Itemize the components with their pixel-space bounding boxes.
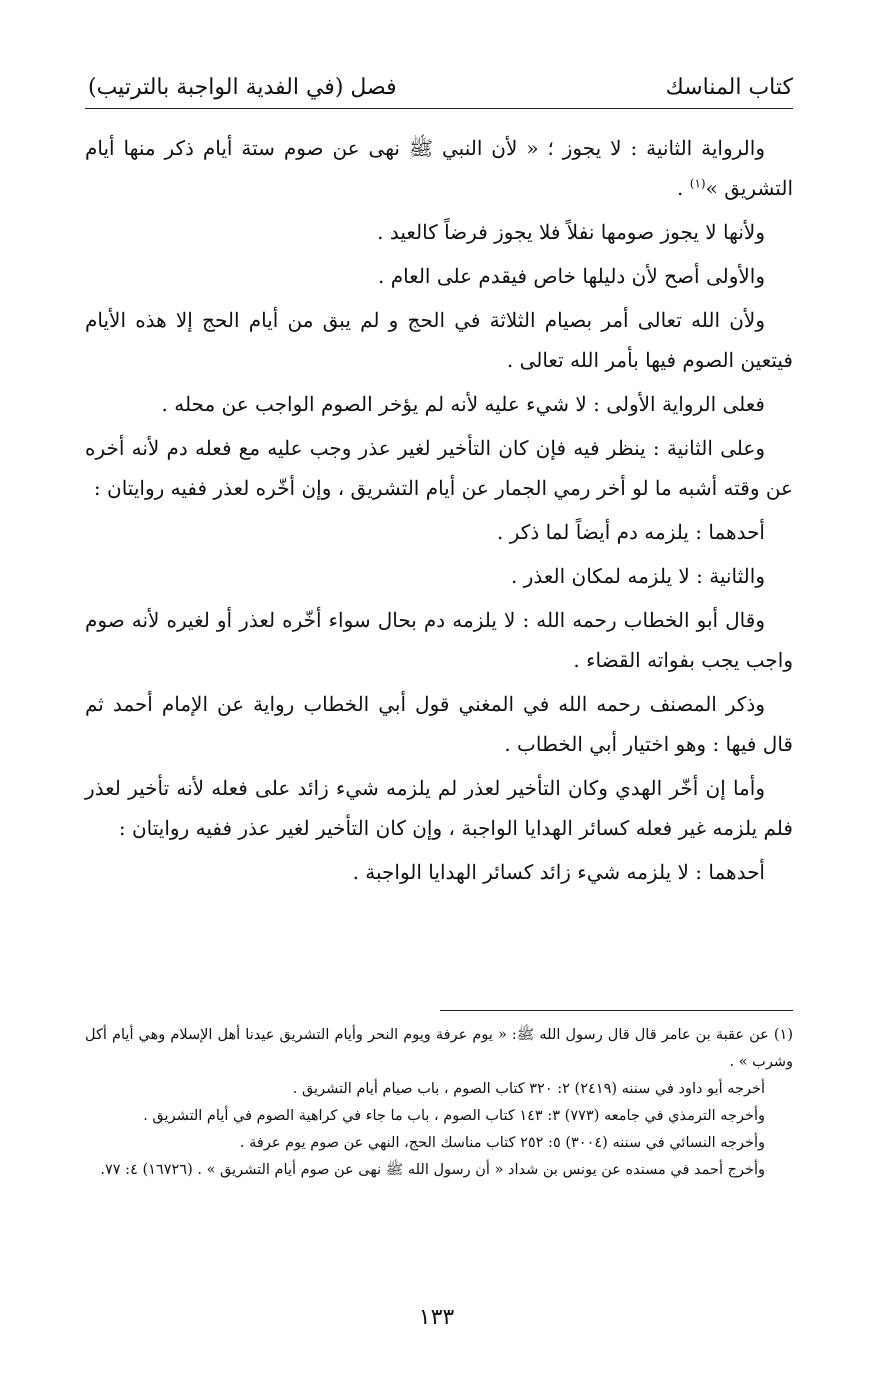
paragraph: وعلى الثانية : ينظر فيه فإن كان التأخير لغير عذر وجب عليه مع فعله دم لأنه أخره عن وقته أشبه ما لو أخر رمي الجمار عن أيام التشريق ، وإن أخّره لعذر ففيه روايتان : (85, 436, 793, 500)
footnotes (85, 1022, 793, 1184)
paragraph: أحدهما : يلزمه دم أيضاً لما ذكر . (497, 520, 765, 544)
paragraph: ولأن الله تعالى أمر بصيام الثلاثة في الحج و لم يبق من أيام الحج إلا هذه الأيام فيتعين الصوم فيها بأمر الله تعالى . (85, 308, 793, 372)
footnote-line: وأخرجه النسائي في سننه (٣٠٠٤) ٥: ٢٥٢ كتاب مناسك الحج، النهي عن صوم يوم عرفة . (239, 1135, 765, 1151)
book-title: كتاب المناسك (665, 75, 793, 100)
section-title: فصل (في الفدية الواجبة بالترتيب) (88, 75, 397, 100)
footnote-line: وأخرج أحمد في مسنده عن يونس بن شداد « أن رسول الله ﷺ نهى عن صوم أيام التشريق » . (١٦٧٢٦) ٤: ٧٧. (100, 1162, 765, 1178)
footnote-marker[interactable]: (١) (689, 176, 706, 191)
footnote-line: (١) عن عقبة بن عامر قال قال رسول الله ﷺ: « يوم عرفة ويوم النحر وأيام التشريق عيدنا أهل الإسلام وهي أيام أكل وشرب » . (85, 1027, 793, 1070)
paragraph: وذكر المصنف رحمه الله في المغني قول أبي الخطاب رواية عن الإمام أحمد ثم قال فيها : وهو اختيار أبي الخطاب . (85, 692, 793, 756)
running-header (88, 58, 793, 100)
footnote-divider (440, 1010, 793, 1011)
paragraph: وقال أبو الخطاب رحمه الله : لا يلزمه دم بحال سواء أخّره لعذر أو لغيره لأنه صوم واجب يجب بفواته القضاء . (85, 608, 793, 672)
page-number: ١٣٣ (418, 1305, 455, 1330)
paragraph: أحدهما : لا يلزمه شيء زائد كسائر الهدايا الواجبة . (352, 860, 765, 884)
header-divider (85, 108, 793, 109)
footnote-line: أخرجه أبو داود في سننه (٢٤١٩) ٢: ٣٢٠ كتاب الصوم ، باب صيام أيام التشريق . (292, 1081, 765, 1097)
paragraph: والأولى أصح لأن دليلها خاص فيقدم على العام . (377, 264, 765, 288)
paragraph: فعلى الرواية الأولى : لا شيء عليه لأنه لم يؤخر الصوم الواجب عن محله . (161, 392, 765, 416)
paragraph: وأما إن أخّر الهدي وكان التأخير لعذر لم يلزمه شيء زائد على فعله لأنه تأخير لعذر فلم يلزمه غير فعله كسائر الهدايا الواجبة ، وإن كان التأخير لغير عذر ففيه روايتان : (85, 776, 793, 840)
paragraph: والثانية : لا يلزمه لمكان العذر . (510, 564, 765, 588)
paragraph: والرواية الثانية : لا يجوز ؛ « لأن النبي ﷺ نهى عن صوم ستة أيام ذكر منها أيام التشريق »$^{(١)}$ . (85, 136, 793, 200)
paragraph: ولأنها لا يجوز صومها نفلاً فلا يجوز فرضاً كالعيد . (377, 220, 765, 244)
footnote-line: وأخرجه الترمذي في جامعه (٧٧٣) ٣: ١٤٣ كتاب الصوم ، باب ما جاء في كراهية الصوم في أيام التشريق . (143, 1108, 765, 1124)
main-text (85, 128, 793, 896)
